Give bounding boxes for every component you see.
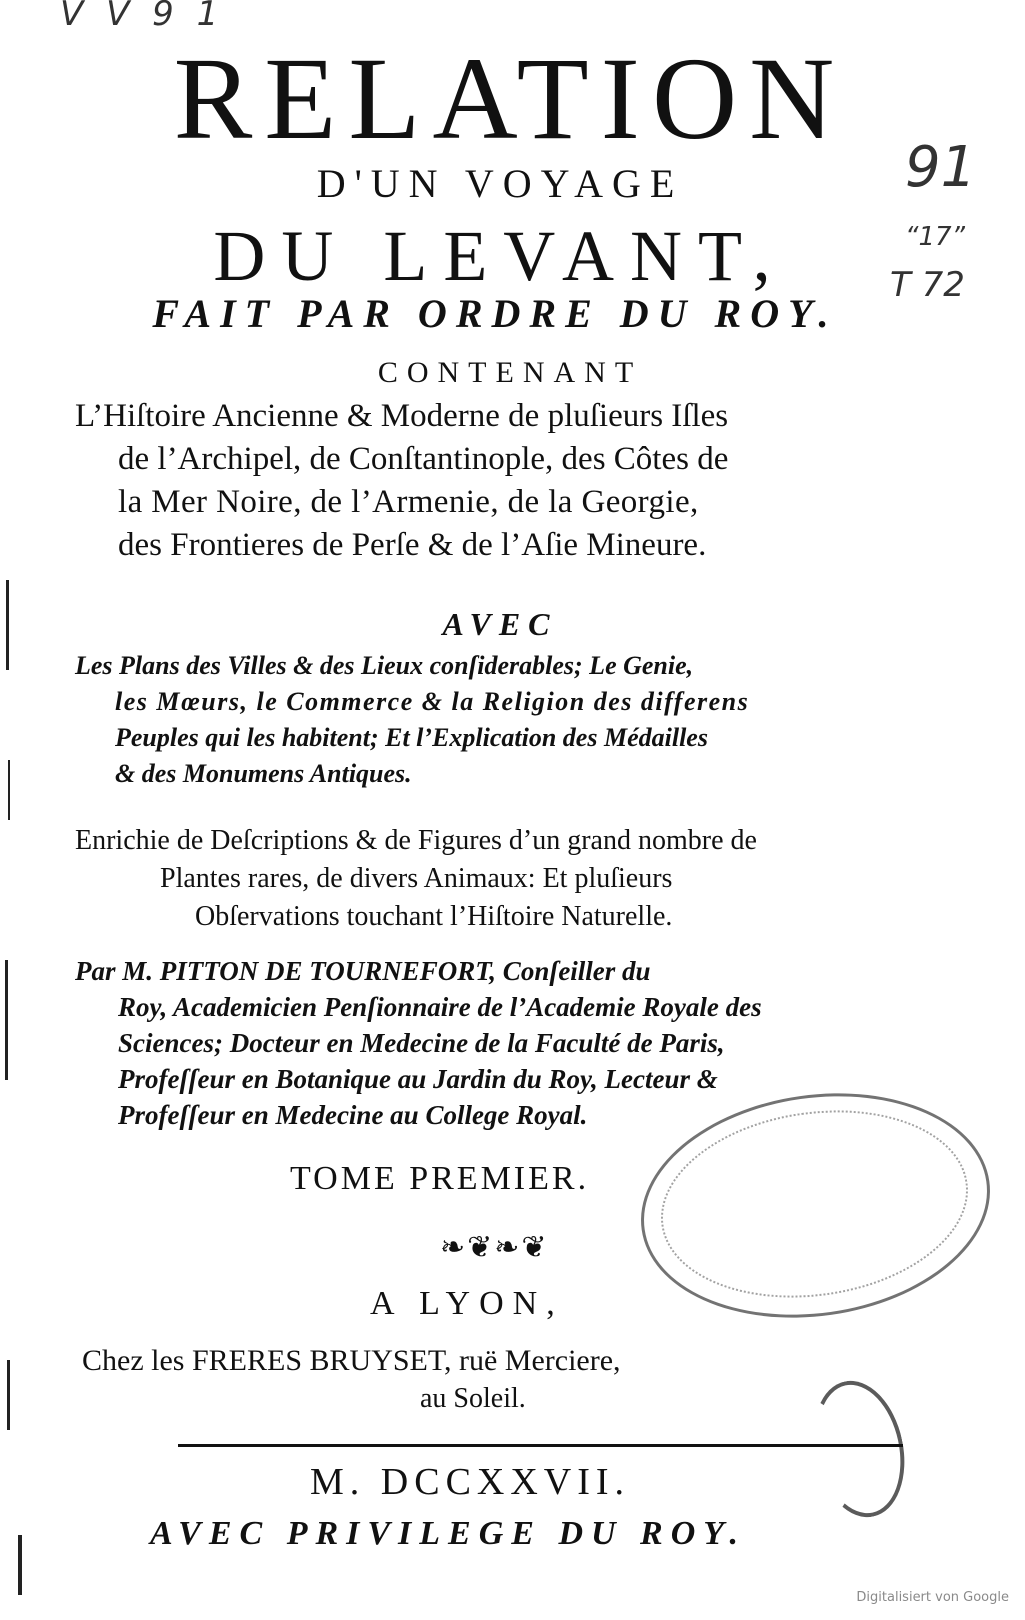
imprint-city: A LYON, [370, 1285, 564, 1322]
title-fait-par-ordre: FAIT PAR ORDRE DU ROY. [152, 291, 838, 336]
publication-year: M. DCCXXVII. [310, 1461, 631, 1503]
binding-edge-mark [5, 960, 8, 1080]
avec-line-3: Peuples qui les habitent; Et l’Explication des Médailles [115, 723, 708, 752]
binding-edge-mark [8, 760, 10, 820]
avec-line-2: les Mœurs, le Commerce & la Religion des differens [115, 687, 750, 716]
heading-avec: AVEC [442, 606, 558, 642]
horizontal-rule [178, 1444, 903, 1447]
author-line-5: Profeſſeur en Medecine au College Royal. [118, 1100, 588, 1130]
enrichie-line-1: Enrichie de Deſcriptions & de Figures d’un grand nombre de [75, 825, 757, 856]
fleuron-ornament: ❧❦❧❦ [440, 1230, 549, 1265]
contents-line-2: de l’Archipel, de Conſtantinople, des Côtes de [118, 441, 729, 477]
privilege-line: AVEC PRIVILEGE DU ROY. [150, 1515, 747, 1552]
author-line-3: Sciences; Docteur en Medecine de la Faculté de Paris, [118, 1028, 725, 1058]
handwritten-note-17: “17” [905, 222, 966, 252]
contents-line-4: des Frontieres de Perſe & de l’Aſie Mineure. [118, 527, 707, 563]
title-relation: RELATION [173, 33, 847, 164]
author-line-4: Profeſſeur en Botanique au Jardin du Roy, Lecteur & [118, 1064, 718, 1094]
binding-edge-mark [7, 1360, 10, 1430]
enrichie-line-3: Obſervations touchant l’Hiſtoire Naturelle. [195, 901, 673, 932]
handwritten-shelfmark-top: V V 9 1 [60, 0, 225, 34]
tome-premier: TOME PREMIER. [290, 1160, 590, 1197]
avec-line-4: & des Monumens Antiques. [115, 759, 412, 788]
binding-edge-mark [18, 1535, 22, 1595]
digitized-by-google-watermark: Digitalisiert von Google [856, 1590, 1009, 1605]
imprint-address: au Soleil. [420, 1383, 526, 1414]
library-stamp-partial [802, 1372, 917, 1525]
author-line-1: Par M. PITTON DE TOURNEFORT, Conſeiller du [75, 956, 651, 986]
contents-line-3: la Mer Noire, de l’Armenie, de la Georgie, [118, 484, 699, 520]
author-line-2: Roy, Academicien Penſionnaire de l’Academie Royale des [118, 992, 762, 1022]
handwritten-note-t72: T 72 [890, 265, 965, 305]
binding-edge-mark [6, 580, 9, 670]
title-dun-voyage: D'UN VOYAGE [316, 161, 684, 206]
contents-line-1: L’Hiſtoire Ancienne & Moderne de pluſieurs Iſles [75, 398, 729, 434]
handwritten-number-91: 91 [905, 135, 977, 200]
title-du-levant: DU LEVANT, [213, 216, 787, 296]
avec-line-1: Les Plans des Villes & des Lieux conſiderables; Le Genie, [75, 651, 694, 680]
enrichie-line-2: Plantes rares, de divers Animaux: Et pluſieurs [160, 863, 673, 894]
heading-contenant: CONTENANT [377, 356, 643, 389]
imprint-publisher: Chez les FRERES BRUYSET, ruë Merciere, [82, 1344, 621, 1377]
